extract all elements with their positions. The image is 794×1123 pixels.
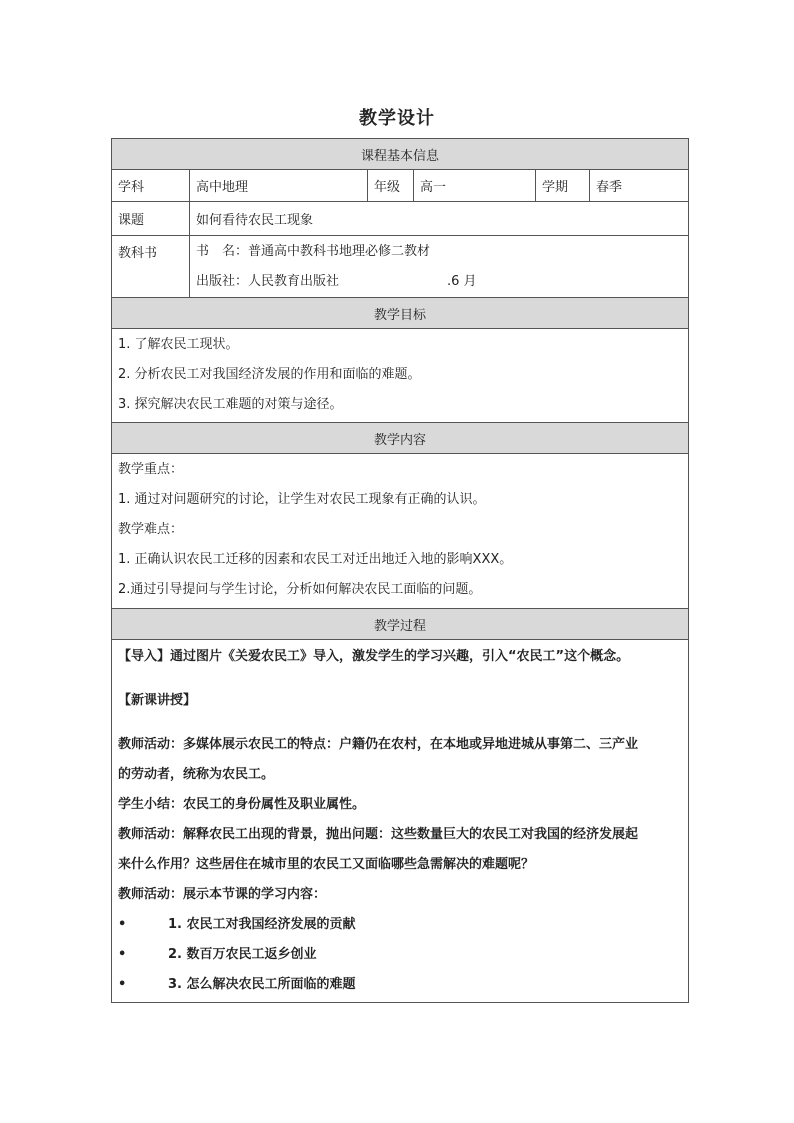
textbook-label: 教科书 [112,236,190,298]
student-summary: 学生小结：农民工的身份属性及职业属性。 [118,797,366,812]
key-point-item: 1. 通过对问题研究的讨论，让学生对农民工现象有正确的认识。 [118,492,486,507]
topic-value: 如何看待农民工现象 [190,202,689,236]
content-cell [112,454,689,609]
bullet-icon: • [118,947,127,962]
textbook-publisher [196,267,682,297]
list-item-text: 1. 农民工对我国经济发展的贡献 [168,917,356,932]
list-item [118,910,682,940]
grade-label: 年级 [368,170,414,202]
publish-month: .6 月 [447,273,477,289]
subject-label: 学科 [112,170,190,202]
teacher-activity-1: 教师活动：多媒体展示农民工的特点：户籍仍在农村，在本地或异地进城从事第二、三产业 [118,737,639,752]
topic-label: 课题 [112,202,190,236]
teacher-activity-3: 教师活动：展示本节课的学习内容： [118,887,327,902]
page-title: 教学设计 [359,108,435,129]
teacher-activity-1-cont: 的劳动者，统称为农民工。 [118,767,275,782]
publisher-name: 出版社：人民教育出版社 [196,273,340,289]
process-cell [112,640,689,1003]
list-item-text: 2. 数百万农民工返乡创业 [168,947,317,962]
lesson-table [111,138,689,1003]
goal-item: 3. 探究解决农民工难题的对策与途径。 [118,397,343,412]
difficulty-item: 2.通过引导提问与学生讨论，分析如何解决农民工面临的问题。 [118,582,482,597]
bullet-icon: • [118,977,127,992]
new-lesson-heading: 【新课讲授】 [118,693,197,708]
list-item-text: 3. 怎么解决农民工所面临的难题 [168,977,356,992]
bullet-icon: • [118,917,127,932]
term-label: 学期 [536,170,590,202]
section-header-content: 教学内容 [112,423,689,454]
section-header-process: 教学过程 [112,609,689,640]
section-header-basic: 课程基本信息 [112,139,689,170]
teacher-activity-2: 教师活动：解释农民工出现的背景，抛出问题：这些数量巨大的农民工对我国的经济发展起 [118,827,639,842]
difficulty-item: 1. 正确认识农民工迁移的因素和农民工对迁出地迁入地的影响XXX。 [118,552,513,567]
list-item [118,940,682,970]
list-item [118,970,682,1000]
textbook-value [190,236,689,298]
subject-value: 高中地理 [190,170,368,202]
goal-item: 1. 了解农民工现状。 [118,337,239,352]
term-value: 春季 [590,170,689,202]
grade-value: 高一 [414,170,536,202]
key-points-label: 教学重点： [118,462,184,477]
process-intro: 【导入】通过图片《关爱农民工》导入，激发学生的学习兴趣，引入“农民工”这个概念。 [118,649,630,664]
textbook-book: 书 名：普通高中教科书地理必修二教材 [196,243,431,259]
goals-cell [112,329,689,423]
section-header-goals: 教学目标 [112,298,689,329]
teacher-activity-2-cont: 来什么作用？这些居住在城市里的农民工又面临哪些急需解决的难题呢？ [118,857,535,872]
goal-item: 2. 分析农民工对我国经济发展的作用和面临的难题。 [118,367,421,382]
difficulty-label: 教学难点： [118,522,184,537]
